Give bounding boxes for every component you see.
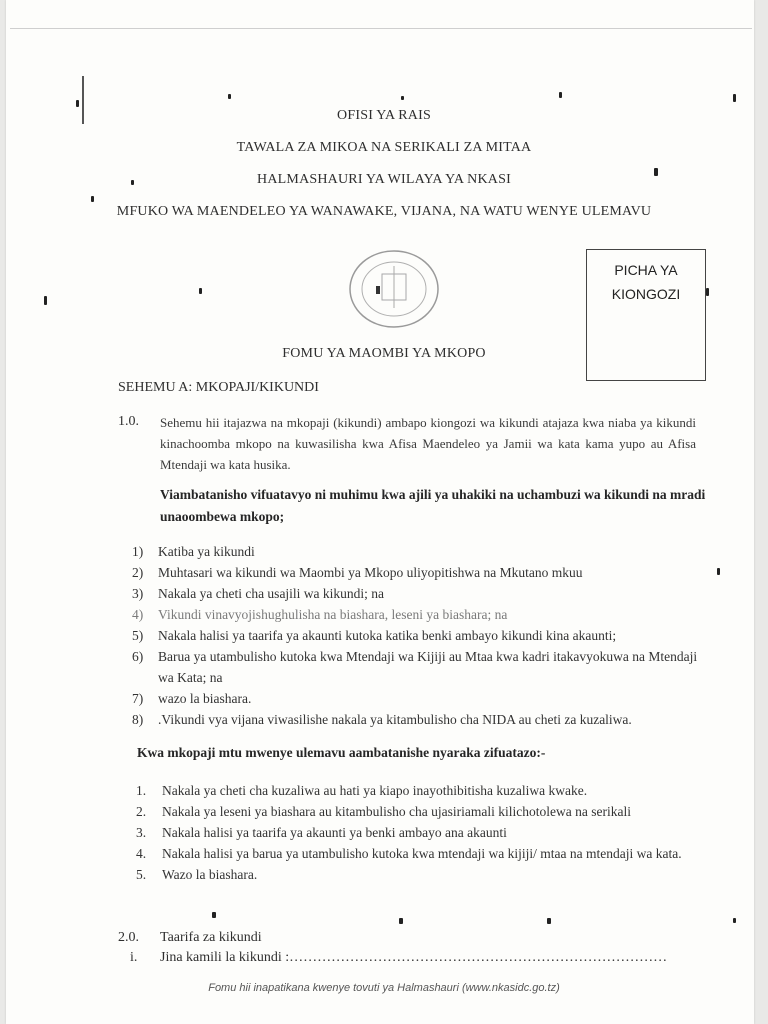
council-seal xyxy=(344,246,444,332)
item-2-title: Taarifa za kikundi xyxy=(160,930,262,945)
list-item-text: Nakala halisi ya taarifa ya akaunti kutoka katika benki ambayo kikundi kina akaunti; xyxy=(158,628,617,643)
header-fund: MFUKO WA MAENDELEO YA WANAWAKE, VIJANA, NA WATU WENYE ULEMAVU xyxy=(116,204,652,219)
disability-docs-list xyxy=(136,780,716,885)
photo-box-label-1: PICHA YA xyxy=(614,262,678,278)
footer-note: Fomu hii inapatikana kwenye tovuti ya Halmashauri (www.nkasidc.go.tz) xyxy=(208,982,560,994)
list-item-text: Nakala ya leseni ya biashara au kitambulisho cha ujasiriamali kilichotolewa na serikali xyxy=(162,804,631,819)
list-marker: 2) xyxy=(132,565,144,580)
scan-speck xyxy=(717,568,720,575)
list-marker: 5. xyxy=(136,867,147,882)
list-marker: 1) xyxy=(132,544,144,559)
item-2-number: 2.0. xyxy=(118,930,139,945)
list-item xyxy=(136,801,716,822)
disability-heading: Kwa mkopaji mtu mwenye ulemavu aambatanishe nyaraka zifuatazo:- xyxy=(137,745,546,760)
header-office: OFISI YA RAIS xyxy=(337,108,431,123)
scan-speck xyxy=(547,918,551,924)
scan-speck xyxy=(76,100,79,107)
list-item-text: Nakala ya cheti cha usajili wa kikundi; na xyxy=(158,586,385,601)
list-item xyxy=(136,843,716,864)
header-council: HALMASHAURI YA WILAYA YA NKASI xyxy=(257,172,511,187)
list-item xyxy=(136,780,716,801)
scan-speck xyxy=(91,196,94,202)
scan-speck xyxy=(401,96,404,100)
photo-box-label-2: KIONGOZI xyxy=(611,286,681,302)
list-marker: 8) xyxy=(132,712,144,727)
list-item xyxy=(136,864,716,885)
attachments-list xyxy=(132,541,712,730)
scan-speck xyxy=(399,918,403,924)
list-marker: 3) xyxy=(132,586,144,601)
attachments-heading: Viambatanisho vifuatavyo ni muhimu kwa ajili ya uhakiki na uchambuzi wa kikundi na mradi unaoombewa mkopo; xyxy=(160,487,706,524)
list-item xyxy=(132,562,712,583)
list-item xyxy=(136,822,716,843)
list-marker: 4) xyxy=(132,607,144,622)
group-name-field[interactable]: Jina kamili la kikundi :……………………………………………………………………… xyxy=(160,950,668,965)
page-top-edge xyxy=(10,28,752,29)
list-item xyxy=(132,583,712,604)
list-item-text: Katiba ya kikundi xyxy=(158,544,255,559)
list-item-text: Wazo la biashara. xyxy=(162,867,258,882)
scan-speck xyxy=(733,94,736,102)
section-a-heading: SEHEMU A: MKOPAJI/KIKUNDI xyxy=(118,380,319,395)
list-item xyxy=(132,709,712,730)
list-marker: 7) xyxy=(132,691,144,706)
list-marker: 3. xyxy=(136,825,147,840)
list-item-text: Nakala halisi ya barua ya utambulisho kutoka kwa mtendaji wa kijiji/ mtaa na mtendaji wa kata. xyxy=(162,846,682,861)
list-marker: 5) xyxy=(132,628,144,643)
list-item-text: Barua ya utambulisho kutoka kwa Mtendaji wa Kijiji au Mtaa kwa kadri itakavyokuwa na Mtendaji wa Kata; na xyxy=(158,649,698,685)
list-marker: 2. xyxy=(136,804,147,819)
list-marker: 4. xyxy=(136,846,147,861)
list-item xyxy=(132,688,712,709)
form-title: FOMU YA MAOMBI YA MKOPO xyxy=(282,346,486,361)
list-item xyxy=(132,604,712,625)
header-ministry: TAWALA ZA MIKOA NA SERIKALI ZA MITAA xyxy=(236,140,532,155)
list-item-text: wazo la biashara. xyxy=(158,691,252,706)
scan-speck xyxy=(559,92,562,98)
scan-speck xyxy=(199,288,202,294)
list-marker: 6) xyxy=(132,649,144,664)
scan-speck xyxy=(44,296,47,305)
list-item-text: Nakala halisi ya taarifa ya akaunti ya benki ambayo ana akaunti xyxy=(162,825,507,840)
scan-speck xyxy=(228,94,231,99)
list-item-text: Muhtasari wa kikundi wa Maombi ya Mkopo uliyopitishwa na Mkutano mkuu xyxy=(158,565,583,580)
scan-speck xyxy=(212,912,216,918)
list-item-text: Vikundi vinavyojishughulisha na biashara, leseni ya biashara; na xyxy=(158,607,508,622)
list-item xyxy=(132,646,712,688)
list-item-text: Nakala ya cheti cha kuzaliwa au hati ya kiapo inayothibitisha kuzaliwa kwake. xyxy=(162,783,588,798)
list-marker: 1. xyxy=(136,783,147,798)
item-1-text: Sehemu hii itajazwa na mkopaji (kikundi) ambapo kiongozi wa kikundi atajaza kwa niaba ya kikundi kinachoomba mkopo na kuwasilisha kwa Afisa Maendeleo ya Jamii wa kata kama yupo au Afisa Mtendaji wa kata husika. xyxy=(160,415,696,472)
scan-speck xyxy=(733,918,736,923)
list-item xyxy=(132,625,712,646)
item-1-number: 1.0. xyxy=(118,414,139,429)
list-item xyxy=(132,541,712,562)
scan-speck xyxy=(706,288,709,296)
list-item-text: .Vikundi vya vijana viwasilishe nakala ya kitambulisho cha NIDA au cheti za kuzaliwa. xyxy=(158,712,632,727)
field-marker: i. xyxy=(130,950,138,965)
